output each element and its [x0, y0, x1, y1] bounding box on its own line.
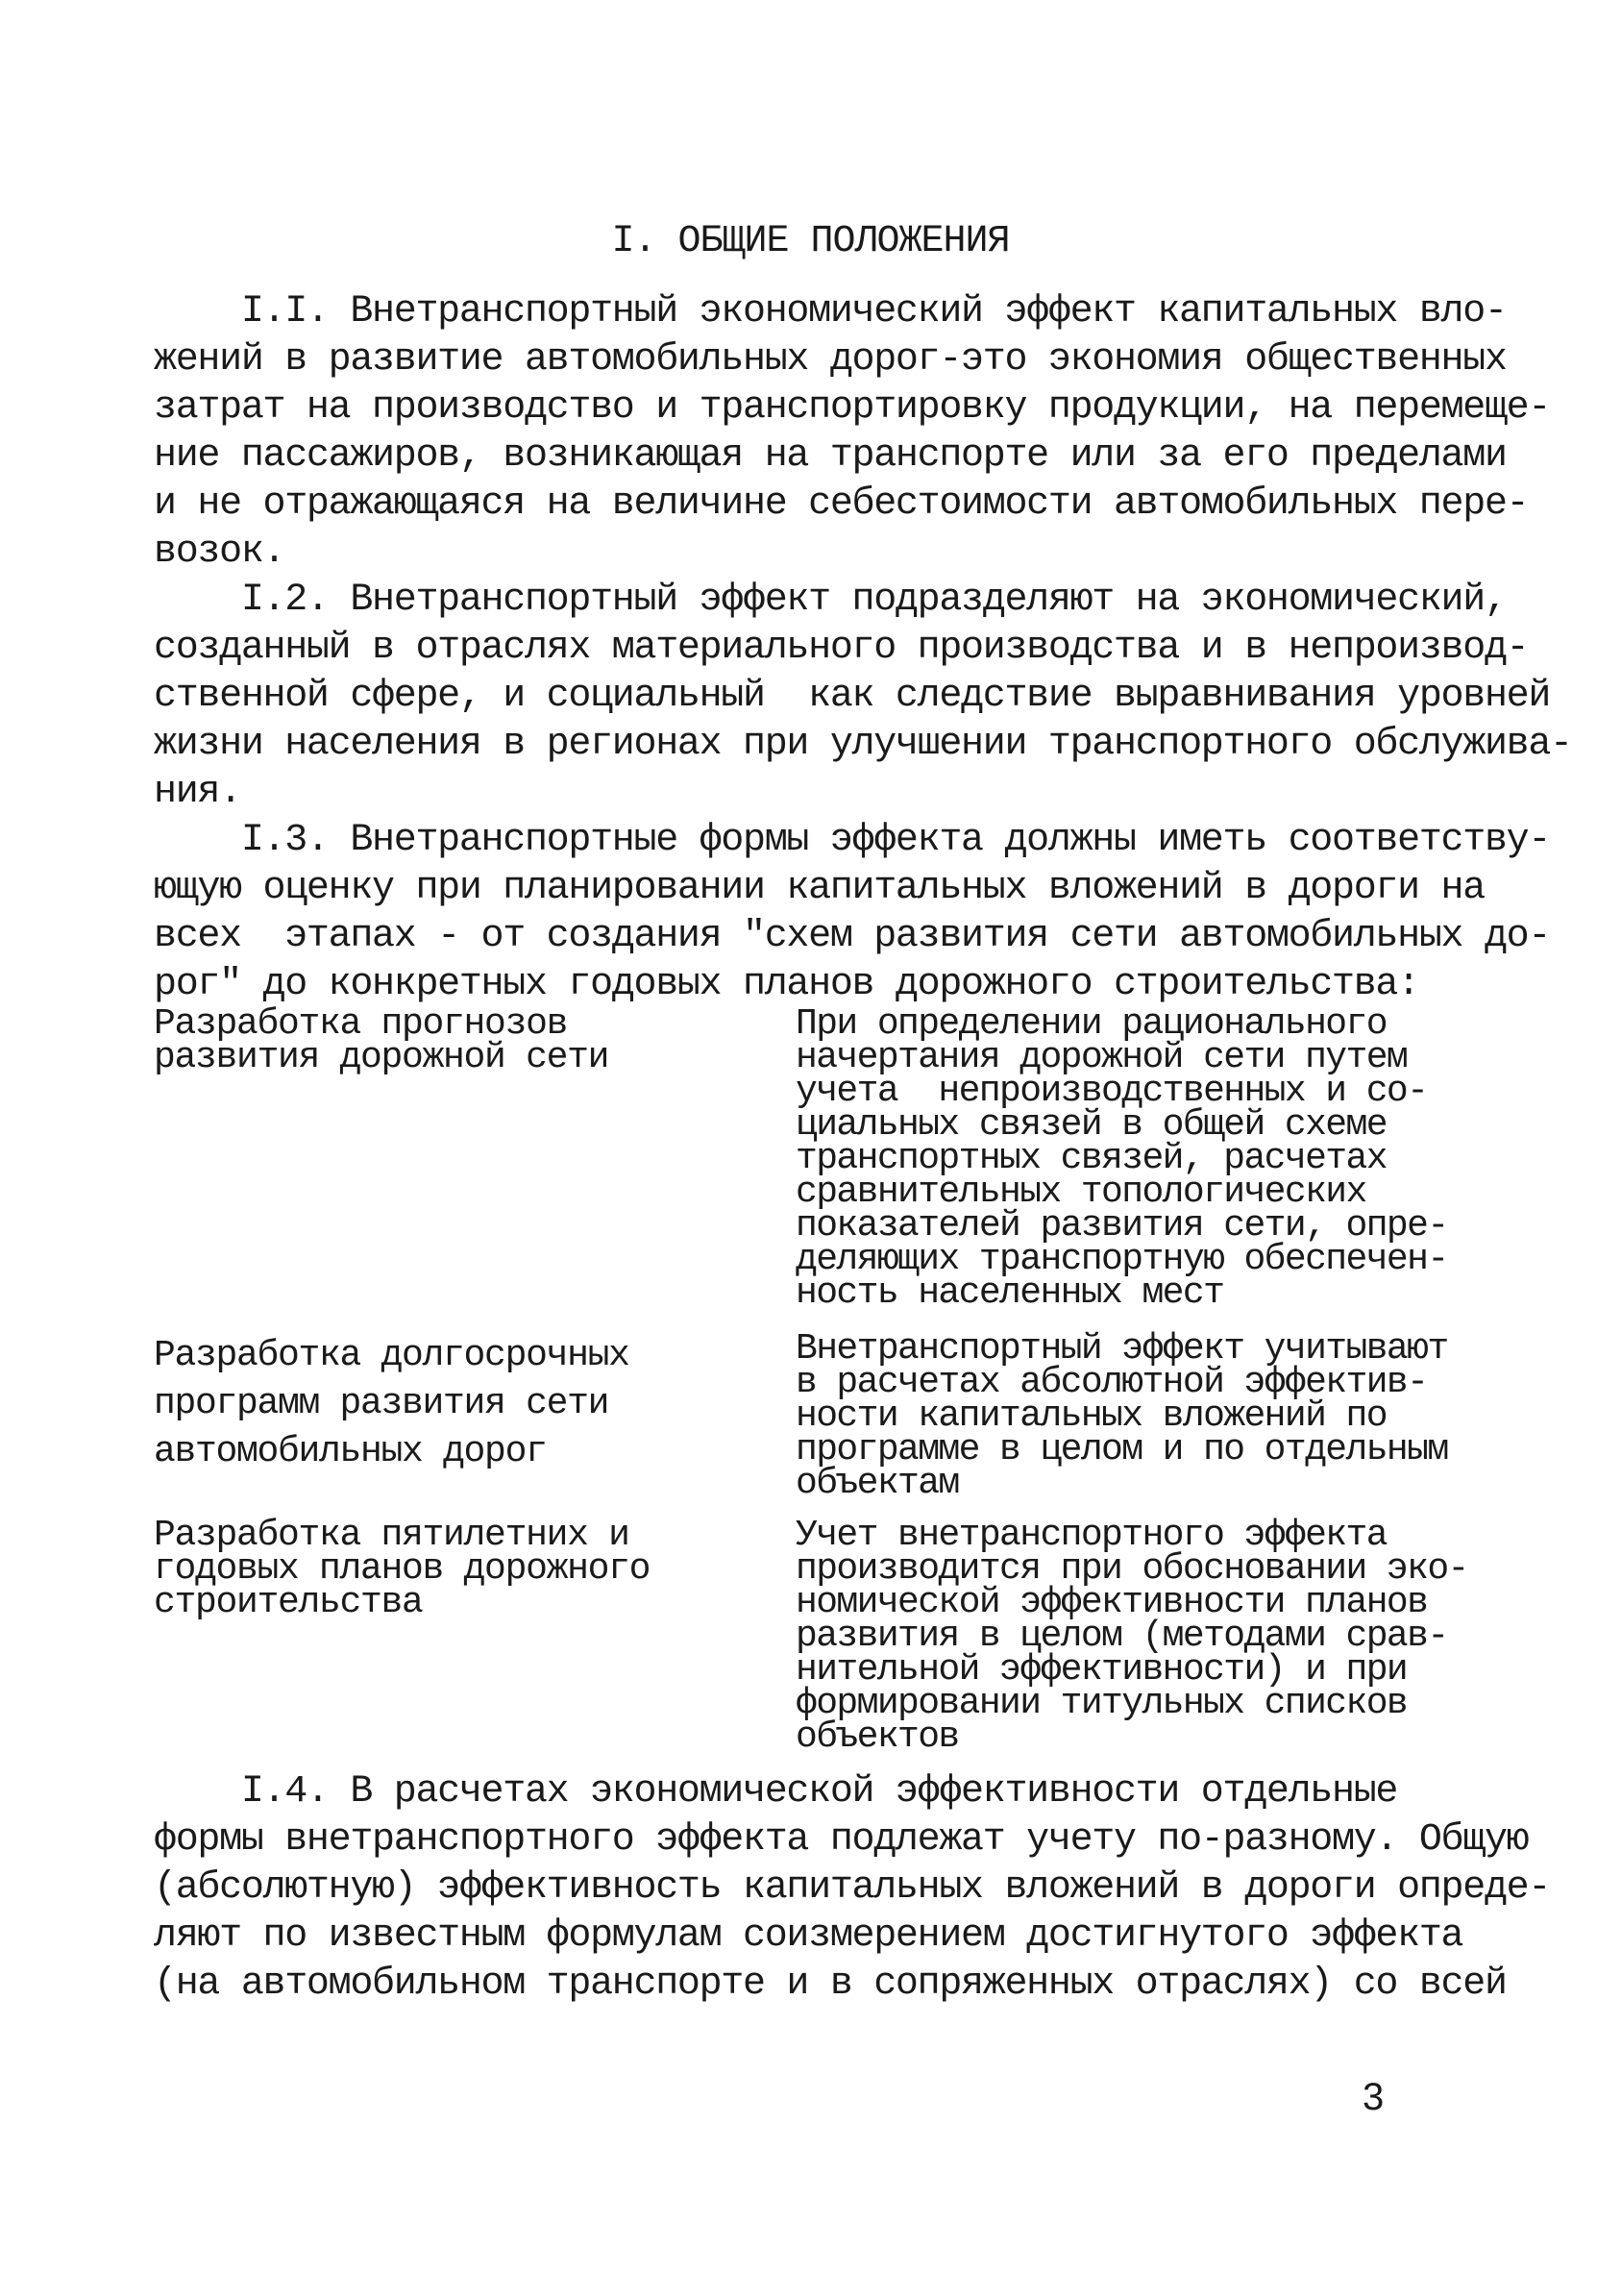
paragraph-1-2: [154, 577, 1572, 817]
cell-line: развития дорожной сети: [154, 1037, 609, 1078]
paragraph-line: I.4. В расчетах экономической эффективности отдельные: [154, 1770, 1398, 1814]
cell-line: ности капитальных вложений по: [796, 1395, 1387, 1437]
paragraph-line: I.2. Внетранспортный эффект подразделяют на экономический,: [154, 579, 1507, 622]
paragraph-line: формы внетранспортного эффекта подлежат учету по-разному. Общую: [154, 1818, 1529, 1862]
paragraph-line: созданный в отраслях материального производства и в непроизвод-: [154, 627, 1529, 670]
cell-line: циальных связей в общей схеме: [796, 1104, 1387, 1146]
paragraph-1-1: [154, 288, 1551, 577]
cell-line: сравнительных топологических: [796, 1172, 1366, 1213]
table-cell-description: [796, 1003, 1468, 1314]
cell-line: производится при обосновании эко-: [796, 1548, 1468, 1590]
cell-line: Учет внетранспортного эффекта: [796, 1515, 1387, 1556]
cell-line: Внетранспортный эффект учитывают: [796, 1328, 1448, 1370]
paragraph-line: ющую оценку при планировании капитальных вложений в дороги на: [154, 867, 1485, 910]
cell-line: формировании титульных списков: [796, 1683, 1408, 1724]
cell-line: объектам: [796, 1463, 959, 1504]
paragraph-line: ние пассажиров, возникающая на транспорте или за его пределами: [154, 434, 1507, 478]
cell-line: При определении рационального: [796, 1003, 1387, 1045]
table-cell-stage: [154, 1515, 769, 1623]
cell-line: показателей развития сети, опре-: [796, 1205, 1448, 1247]
table-cell-description: [796, 1328, 1468, 1504]
cell-line: в расчетах абсолютной эффектив-: [796, 1362, 1428, 1403]
paragraph-line: (абсолютную) эффективность капитальных вложений в дороги опреде-: [154, 1866, 1551, 1910]
cell-line: Разработка прогнозов: [154, 1003, 568, 1045]
cell-line: транспортных связей, расчетах: [796, 1138, 1387, 1179]
cell-line: Разработка долгосрочных: [154, 1335, 629, 1376]
cell-line: нительной эффективности) и при: [796, 1649, 1408, 1691]
cell-line: развития в целом (методами срав-: [796, 1616, 1448, 1657]
paragraph-line: I.3. Внетранспортные формы эффекта должны иметь соответству-: [154, 819, 1551, 862]
paragraph-line: ния.: [154, 771, 241, 814]
paragraph-line: жизни населения в регионах при улучшении транспортного обслужива-: [154, 723, 1572, 766]
table-cell-stage: [154, 1332, 769, 1476]
cell-line: автомобильных дорог: [154, 1431, 547, 1472]
paragraph-line: I.I. Внетранспортный экономический эффект капитальных вло-: [154, 290, 1507, 333]
cell-line: годовых планов дорожного: [154, 1548, 651, 1590]
paragraph-line: и не отражающаяся на величине себестоимости автомобильных пере-: [154, 482, 1529, 526]
paragraph-line: рог" до конкретных годовых планов дорожного строительства:: [154, 963, 1419, 1006]
paragraph-1-4: [154, 1768, 1551, 2009]
paragraph-line: затрат на производство и транспортировку продукции, на перемеще-: [154, 386, 1551, 430]
page-number: 3: [1363, 2076, 1385, 2118]
paragraph-1-3: [154, 817, 1551, 1009]
paragraph-line: (на автомобильном транспорте и в сопряженных отраслях) со всей: [154, 1963, 1507, 2006]
cell-line: строительства: [154, 1582, 423, 1623]
cell-line: ность населенных мест: [796, 1272, 1224, 1314]
cell-line: программе в целом и по отдельным: [796, 1429, 1448, 1470]
cell-line: объектов: [796, 1716, 959, 1758]
cell-line: номической эффективности планов: [796, 1582, 1428, 1623]
cell-line: Разработка пятилетних и: [154, 1515, 629, 1556]
cell-line: учета непроизводственных и со-: [796, 1071, 1428, 1112]
table-cell-stage: [154, 1003, 769, 1078]
cell-line: начертания дорожной сети путем: [796, 1037, 1408, 1078]
paragraph-line: ляют по известным формулам соизмерением достигнутого эффекта: [154, 1914, 1463, 1958]
paragraph-line: возок.: [154, 531, 285, 574]
cell-line: программ развития сети: [154, 1383, 609, 1424]
paragraph-line: всех этапах - от создания "схем развития сети автомобильных до-: [154, 915, 1551, 958]
paragraph-line: жений в развитие автомобильных дорог-это экономия общественных: [154, 338, 1507, 382]
cell-line: деляющих транспортную обеспечен-: [796, 1239, 1448, 1280]
table-cell-description: [796, 1515, 1468, 1758]
paragraph-line: ственной сфере, и социальный как следствие выравнивания уровней: [154, 675, 1551, 718]
section-heading: I. ОБЩИЕ ПОЛОЖЕНИЯ: [611, 220, 1010, 263]
